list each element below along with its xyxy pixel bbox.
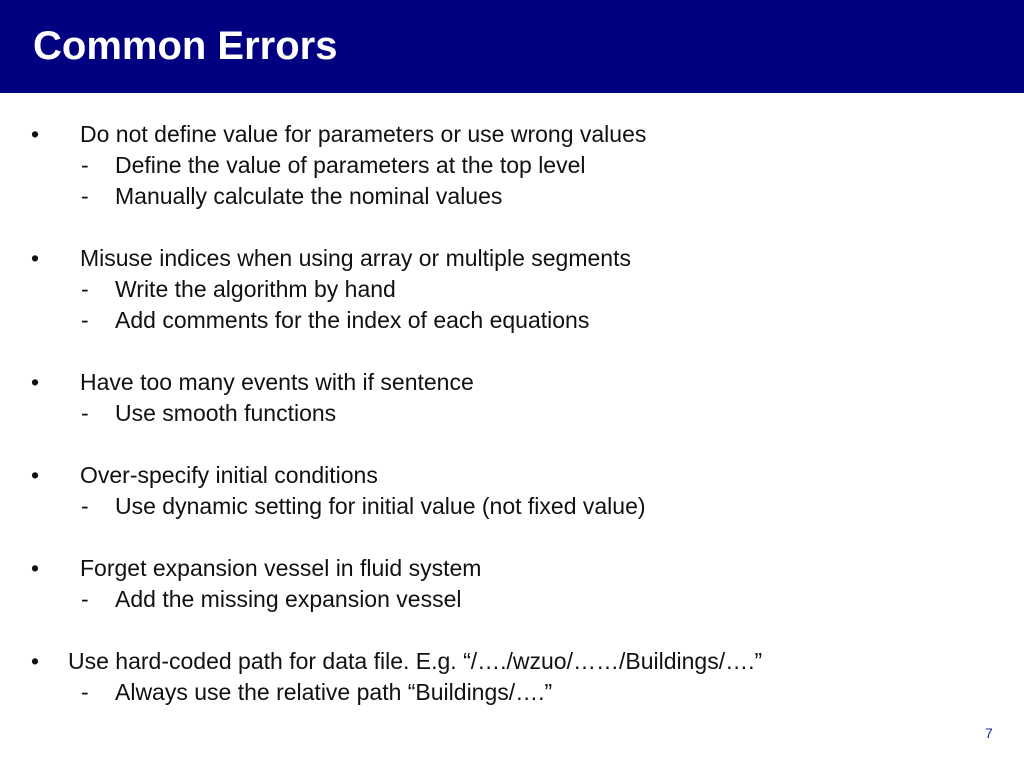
sub-bullet-item: Add comments for the index of each equations <box>115 307 590 333</box>
bullet-item-expansion-vessel: Forget expansion vessel in fluid system <box>80 555 482 581</box>
sub-bullet-item: Write the algorithm by hand <box>115 276 396 302</box>
bullet-item-hard-coded-path: Use hard-coded path for data file. E.g. “/…./wzuo/……/Buildings/….” <box>68 648 763 674</box>
sub-bullet-marker: - <box>81 307 89 333</box>
sub-bullet-item: Add the missing expansion vessel <box>115 586 462 612</box>
bullet-marker: • <box>31 648 40 674</box>
sub-bullet-item: Manually calculate the nominal values <box>115 183 503 209</box>
bullet-item-undefined-parameters: Do not define value for parameters or use wrong values <box>80 121 647 147</box>
sub-bullet-item: Use dynamic setting for initial value (not fixed value) <box>115 493 646 519</box>
sub-bullet-marker: - <box>81 400 89 426</box>
sub-bullet-marker: - <box>81 493 89 519</box>
bullet-marker: • <box>31 462 40 488</box>
bullet-marker: • <box>31 121 40 147</box>
sub-bullet-item: Always use the relative path “Buildings/….” <box>115 679 553 705</box>
bullet-marker: • <box>31 555 40 581</box>
sub-bullet-marker: - <box>81 276 89 302</box>
bullet-item-too-many-events: Have too many events with if sentence <box>80 369 474 395</box>
bullet-item-over-specify: Over-specify initial conditions <box>80 462 378 488</box>
bullet-marker: • <box>31 369 40 395</box>
slide-title: Common Errors <box>33 24 338 68</box>
bullet-item-misuse-indices: Misuse indices when using array or multiple segments <box>80 245 631 271</box>
sub-bullet-marker: - <box>81 679 89 705</box>
bullet-marker: • <box>31 245 40 271</box>
sub-bullet-marker: - <box>81 152 89 178</box>
sub-bullet-marker: - <box>81 183 89 209</box>
page-number: 7 <box>985 725 993 741</box>
sub-bullet-item: Define the value of parameters at the top level <box>115 152 586 178</box>
sub-bullet-item: Use smooth functions <box>115 400 337 426</box>
sub-bullet-marker: - <box>81 586 89 612</box>
